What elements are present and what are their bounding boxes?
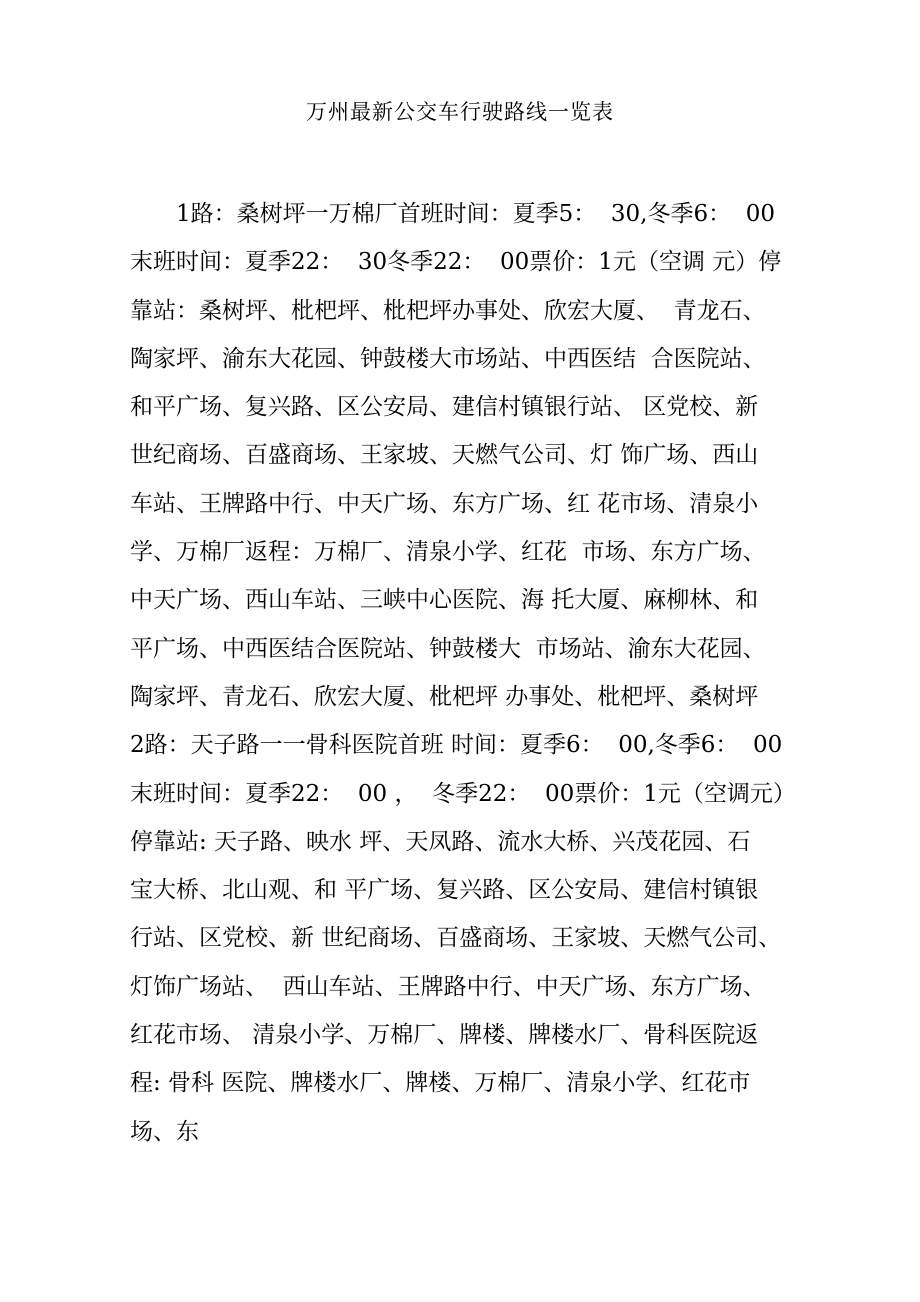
text-line: 中天广场、西山车站、三峡中心医院、海 托大厦、麻柳林、和	[130, 587, 759, 614]
text-line: 2路：天子路一一骨科医院首班 时间：夏季6： 00,冬季6： 00	[130, 732, 783, 759]
text-line: 和平广场、复兴路、区公安局、建信村镇银行站、 区党校、新	[130, 394, 759, 421]
text-line: 程: 骨科 医院、牌楼水厂、牌楼、万棉厂、清泉小学、红花市	[130, 1070, 751, 1097]
text-line: 灯饰广场站、 西山车站、王牌路中行、中天广场、东方广场、	[130, 973, 766, 1000]
text-line: 学、万棉厂返程：万棉厂、清泉小学、红花 市场、东方广场、	[130, 539, 766, 566]
text-line: 末班时间：夏季22： 00 ， 冬季22： 00票价：1元（空调元）	[130, 780, 796, 807]
text-line: 陶家坪、渝东大花园、钟鼓楼大市场站、中西医结 合医院站、	[130, 345, 766, 372]
document-body	[130, 190, 820, 1156]
text-line: 车站、王牌路中行、中天广场、东方广场、红 花市场、清泉小	[130, 490, 759, 517]
text-line: 靠站：桑树坪、枇杷坪、枇杷坪办事处、欣宏大厦、 青龙石、	[130, 297, 766, 324]
text-line: 末班时间：夏季22： 30冬季22： 00票价：1元（空调 元）停	[130, 249, 782, 276]
text-line: 行站、区党校、新 世纪商场、百盛商场、王家坡、天燃气公司、	[130, 925, 782, 952]
text-line: 场、东	[130, 1118, 199, 1145]
text-line: 红花市场、 清泉小学、万棉厂、牌楼、牌楼水厂、骨科医院返	[130, 1022, 759, 1049]
text-line: 1路：桑树坪一万棉厂首班时间：夏季5： 30,冬季6： 00	[176, 201, 775, 227]
text-line: 平广场、中西医结合医院站、钟鼓楼大 市场站、渝东大花园、	[130, 635, 766, 662]
text-line: 陶家坪、青龙石、欣宏大厦、枇杷坪 办事处、枇杷坪、桑树坪	[130, 683, 759, 710]
text-line: 停靠站: 天子路、映水 坪、天凤路、流水大桥、兴茂花园、石	[130, 828, 751, 855]
text-line: 世纪商场、百盛商场、王家坡、天燃气公司、灯 饰广场、西山	[130, 442, 759, 469]
text-line: 宝大桥、北山观、和 平广场、复兴路、区公安局、建信村镇银	[130, 877, 759, 904]
document-title: 万州最新公交车行驶路线一览表	[306, 100, 614, 124]
